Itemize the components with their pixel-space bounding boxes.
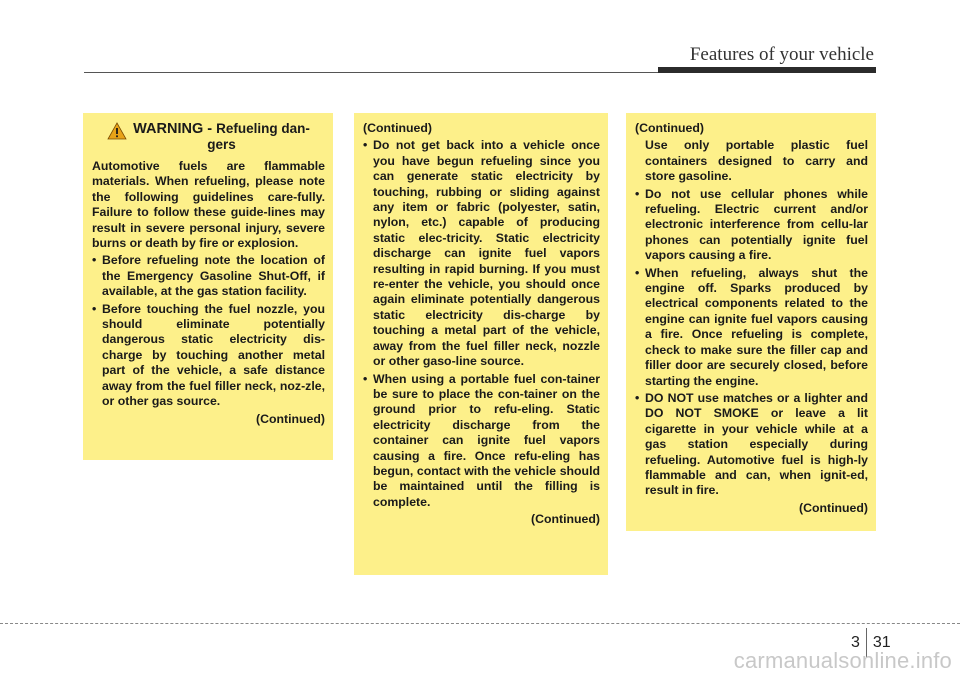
warning-subject: Refueling dan-: [216, 121, 310, 136]
continued-top-label: (Continued): [635, 121, 704, 135]
list-item: • DO NOT use matches or a lighter and DO NOT SMOKE or leave a lit cigarette in your vehicle while at a gas station especially during refueling. Automotive fuel is high-ly flammable and can, when ignit-ed, result in fire.: [635, 391, 868, 499]
warning-bullets: [635, 187, 868, 499]
warning-box-refueling: [83, 113, 333, 460]
warning-bullets: [92, 253, 325, 409]
continued-label: (Continued): [256, 411, 325, 426]
warning-triangle-icon: [107, 122, 127, 140]
warning-box-continued-2: [626, 113, 876, 531]
continued-top-label: (Continued): [363, 121, 432, 135]
continued-label: (Continued): [531, 512, 600, 527]
header-rule-accent: [658, 67, 876, 73]
list-item: • Do not get back into a vehicle once you have begun refueling since you can generate static electricity by touching, rubbing or sliding against any item or fabric (polyester, satin, nylon, etc.) capable of producing static elec-tricity. Static electricity discharge can ignite fuel vapors resulting in rapid burning. If you must re-enter the vehicle, you should once again eliminate potentially dangerous static electricity dis-charge by touching a metal part of the vehicle, away from the fuel filler neck, nozzle or other gaso-line source.: [363, 138, 600, 369]
page-number-value: 31: [872, 634, 891, 651]
warning-intro: Automotive fuels are flammable materials. When refueling, please note the following guidelines care-fully. Failure to follow these guide-lines may result in severe personal injury, severe burns or death by fire or explosion.: [92, 159, 325, 251]
chapter-number: 3: [851, 634, 860, 651]
warning-box-continued-1: [354, 113, 608, 575]
list-item: • Before touching the fuel nozzle, you should eliminate potentially dangerous static electricity dis-charge by touching another metal part of the vehicle, a safe distance away from the fuel filler neck, noz-zle, or other gas source.: [92, 302, 325, 410]
list-item: • Before refueling note the location of the Emergency Gasoline Shut-Off, if available, at the gas station facility.: [92, 253, 325, 299]
page-header-title: Features of your vehicle: [689, 44, 874, 65]
continued-paragraph: Use only portable plastic fuel containers designed to carry and store gasoline.: [645, 138, 868, 184]
list-item: • Do not use cellular phones while refueling. Electric current and/or electronic interference from cellu-lar phones can potentially ignite fuel vapors causing a fire.: [635, 187, 868, 264]
warning-subject-cont: gers: [207, 137, 236, 152]
warning-title: [133, 121, 310, 153]
warning-label: WARNING -: [133, 121, 213, 137]
list-item: • When using a portable fuel con-tainer be sure to place the con-tainer on the ground prior to refu-eling. Static electricity discharge from the container can ignite fuel vapors causing a fire. Once refu-eling has begun, contact with the vehicle should be maintained until the filling is complete.: [363, 372, 600, 511]
continued-label: (Continued): [799, 500, 868, 515]
list-item: • When refueling, always shut the engine off. Sparks produced by electrical components related to the engine can ignite fuel vapors causing a fire. Once refueling is complete, check to make sure the filler cap and filler door are securely closed, before starting the engine.: [635, 266, 868, 389]
warning-heading: [92, 121, 325, 153]
warning-bullets: [363, 138, 600, 510]
watermark: carmanualsonline.info: [733, 648, 952, 673]
footer-rule: [0, 623, 960, 624]
